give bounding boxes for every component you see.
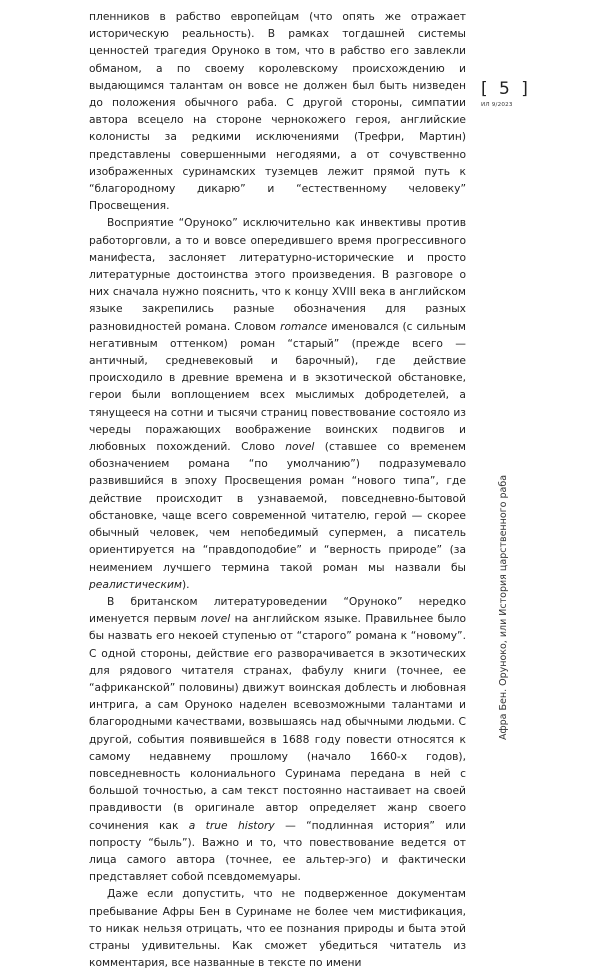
text-run: ). (181, 577, 190, 591)
paragraph (89, 214, 466, 592)
body-text-column (89, 8, 466, 971)
paragraph (89, 885, 466, 971)
italic-term: a true history (188, 818, 275, 832)
text-run: Восприятие “Оруноко” исключительно как инвективы против работорговли, а то и вовсе опередившего время прогрессивного манифеста, заслоняет литературно-исторические и просто литературные достоинства этого произведения. В разговоре о них сначала нужно пояснить, что к концу XVIII века в английском языке закрепились разные обозначения для разных разновидностей романа. Словом (89, 216, 466, 333)
text-run: Даже если допустить, что не подверженное документам пребывание Афры Бен в Суринаме не более чем мистификация, то никак нельзя отрицать, что ее познания природы и быта этой страны удивительны. Как сможет убедиться читатель из комментария, все названные в тексте по имени (89, 887, 466, 970)
italic-term: novel (285, 440, 315, 454)
italic-term: реалистическим (89, 577, 182, 591)
paragraph (89, 8, 466, 214)
text-run: — “подлинная история” или попросту “быль”). Важно и то, что повествование ведется от лица самого автора (точнее, ее альтер-эго) и фактически представляет собой псевдомемуары. (89, 818, 466, 884)
text-run: (ставшее со временем обозначением романа “по умолчанию”) подразумевало развившийся в эпоху Просвещения роман “нового типа”, где действие происходит в узнаваемой, повседневно-бытовой обстановке, чаще всего современной читателю, герой — скорее обычный человек, чем непобедимый супермен, а писатель ориентируется на “правдоподобие” и “верность природе” (за неимением лучшего термина такой роман мы назвали бы (89, 440, 466, 574)
running-title: Афра Бен. Оруноко, или История царственного раба (498, 474, 509, 740)
italic-term: romance (280, 319, 328, 333)
paragraph (89, 593, 466, 885)
page-number: [ 5 ] (481, 79, 531, 99)
text-run: В британском литературоведении “Оруноко” нередко именуется первым (89, 594, 466, 626)
text-run: пленников в рабство европейцам (что опять же отражает историческую реальность). В рамках тогдашней системы ценностей трагедия Оруноко в том, что в рабство его завлекли обманом, а по своему королевскому происхождению и выдающимся талантам он вовсе не должен был быть низведен до положения обычного раба. С другой стороны, симпатии автора всецело на стороне чернокожего героя, английские колонисты за редкими исключениями (Трефри, Мартин) представлены совершенными негодяями, а от сочувственно изображенных суринамских туземцев лежит прямой путь к “благородному дикарю” и “естественному человеку” Просвещения. (89, 10, 466, 213)
italic-term: novel (201, 612, 231, 626)
text-run: на английском языке. Правильнее было бы назвать его некоей ступенью от “старого” романа к “новому”. С одной стороны, действие его разворачивается в экзотических для рядового читателя странах, фабулу книги (точнее, ее “африканской” половины) движут воинская доблесть и любовная интрига, а сам Оруноко наделен всевозможными талантами и благородными качествами, возвышаясь над обычными людьми. С другой, события появившейся в 1688 году повести относятся к самому недавнему прошлому (начало 1660-х годов), повседневность колониального Суринама передана в ней с большой точностью, а сам текст постоянно настаивает на своей правдивости (в оригинале автор определяет жанр своего сочинения как (89, 612, 466, 832)
issue-label: ИЛ 9/2023 (481, 102, 513, 108)
text-run: именовался (с сильным негативным оттенком) роман “старый” (прежде всего — античный, средневековый и барочный), где действие происходило в древние времена и в экзотической обстановке, герои были воплощением всех мыслимых добродетелей, а тянущееся на сотни и тысячи страниц повествование состояло из череды поражающих воображение воинских подвигов и любовных похождений. Слово (89, 319, 466, 454)
